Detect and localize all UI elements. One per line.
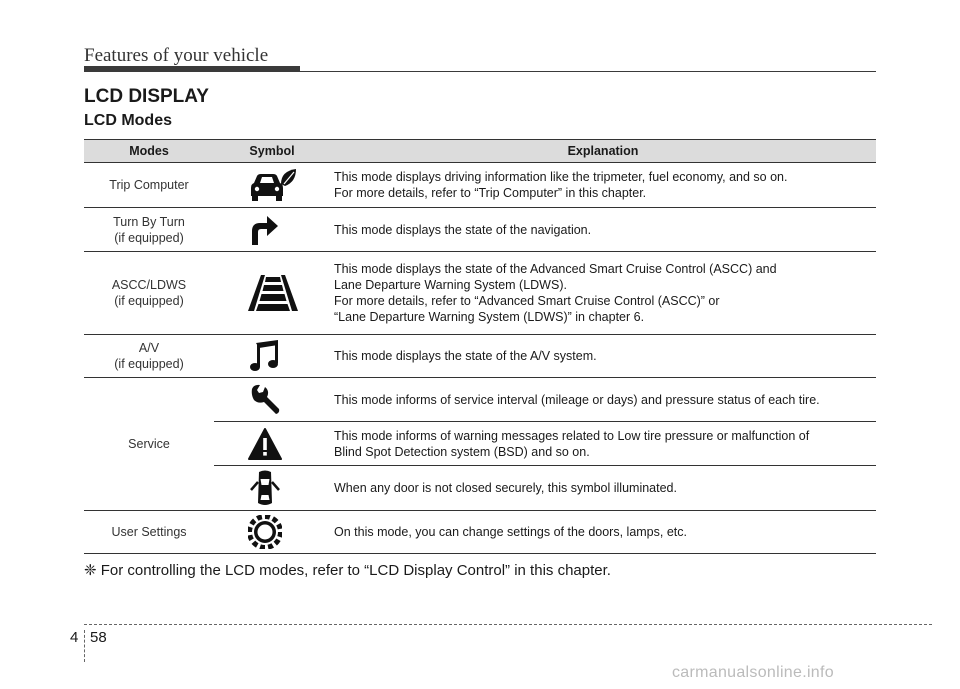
mode-cell bbox=[84, 335, 214, 378]
header-rule bbox=[84, 71, 876, 72]
explanation-line: This mode informs of warning messages related to Low tire pressure or malfunction of bbox=[334, 428, 810, 443]
subsection-title: LCD Modes bbox=[84, 112, 172, 129]
table-row bbox=[84, 378, 876, 422]
mode-name: A/V bbox=[138, 341, 160, 355]
mode-name: Trip Computer bbox=[109, 178, 189, 192]
symbol-cell bbox=[214, 511, 330, 554]
table-row bbox=[84, 511, 876, 554]
table-row bbox=[84, 252, 876, 335]
mode-cell bbox=[84, 208, 214, 252]
chapter-number: 4 bbox=[70, 629, 79, 646]
lane-road-icon bbox=[248, 273, 298, 313]
table-row bbox=[84, 335, 876, 378]
explanation-cell bbox=[330, 378, 876, 422]
mode-cell bbox=[84, 252, 214, 335]
explanation-line: This mode displays the state of the A/V system. bbox=[334, 349, 597, 363]
page-number: 58 bbox=[90, 629, 107, 646]
explanation-cell bbox=[330, 163, 876, 208]
explanation-line: “Lane Departure Warning System (LDWS)” in chapter 6. bbox=[334, 310, 645, 324]
watermark: carmanualsonline.info bbox=[672, 664, 834, 681]
explanation-cell bbox=[330, 466, 876, 511]
mode-name: User Settings bbox=[111, 525, 187, 539]
mode-name: Service bbox=[128, 437, 170, 451]
symbol-cell bbox=[214, 466, 330, 511]
warning-triangle-icon bbox=[248, 427, 282, 461]
explanation-line: This mode informs of service interval (mileage or days) and pressure status of each tire. bbox=[334, 392, 820, 407]
mode-qualifier: (if equipped) bbox=[114, 230, 184, 245]
page-separator bbox=[84, 630, 85, 662]
door-open-car-icon bbox=[248, 468, 282, 508]
header-explanation: Explanation bbox=[330, 140, 876, 163]
mode-cell bbox=[84, 163, 214, 208]
table-row bbox=[84, 208, 876, 252]
table-row bbox=[84, 163, 876, 208]
footer-rule bbox=[84, 624, 932, 625]
header-modes: Modes bbox=[84, 140, 214, 163]
mode-qualifier: (if equipped) bbox=[114, 357, 184, 371]
explanation-line: This mode displays the state of the Advanced Smart Cruise Control (ASCC) and bbox=[334, 262, 777, 276]
table-header-row bbox=[84, 140, 876, 163]
music-note-icon bbox=[248, 339, 282, 373]
header-symbol: Symbol bbox=[214, 140, 330, 163]
explanation-line: This mode displays driving information like the tripmeter, fuel economy, and so on. bbox=[334, 170, 788, 184]
explanation-line: For more details, refer to “Advanced Smart Cruise Control (ASCC)” or bbox=[334, 294, 720, 308]
footnote: ❈ For controlling the LCD modes, refer to “LCD Display Control” in this chapter. bbox=[84, 562, 611, 579]
explanation-line: This mode displays the state of the navigation. bbox=[334, 222, 592, 237]
wrench-icon bbox=[248, 383, 282, 417]
explanation-cell bbox=[330, 208, 876, 252]
car-leaf-icon bbox=[248, 168, 298, 202]
explanation-cell bbox=[330, 422, 876, 466]
symbol-cell bbox=[214, 378, 330, 422]
symbol-cell bbox=[214, 163, 330, 208]
gear-icon bbox=[248, 515, 282, 549]
symbol-cell bbox=[214, 422, 330, 466]
explanation-line: When any door is not closed securely, this symbol illuminated. bbox=[334, 481, 677, 495]
symbol-cell bbox=[214, 335, 330, 378]
turn-arrow-icon bbox=[248, 213, 280, 247]
explanation-cell bbox=[330, 511, 876, 554]
symbol-cell bbox=[214, 252, 330, 335]
mode-qualifier: (if equipped) bbox=[114, 294, 184, 308]
mode-name: Turn By Turn bbox=[113, 214, 185, 229]
mode-cell bbox=[84, 511, 214, 554]
symbol-cell bbox=[214, 208, 330, 252]
explanation-cell bbox=[330, 335, 876, 378]
explanation-cell bbox=[330, 252, 876, 335]
lcd-modes-table bbox=[84, 139, 876, 554]
section-title: LCD DISPLAY bbox=[84, 86, 209, 107]
explanation-line: Blind Spot Detection system (BSD) and so on. bbox=[334, 444, 590, 459]
explanation-line: Lane Departure Warning System (LDWS). bbox=[334, 278, 567, 292]
running-header: Features of your vehicle bbox=[84, 45, 269, 66]
mode-name: ASCC/LDWS bbox=[111, 278, 187, 292]
mode-cell bbox=[84, 378, 214, 511]
explanation-line: For more details, refer to “Trip Computer” in this chapter. bbox=[334, 186, 647, 200]
explanation-line: On this mode, you can change settings of the doors, lamps, etc. bbox=[334, 525, 687, 539]
